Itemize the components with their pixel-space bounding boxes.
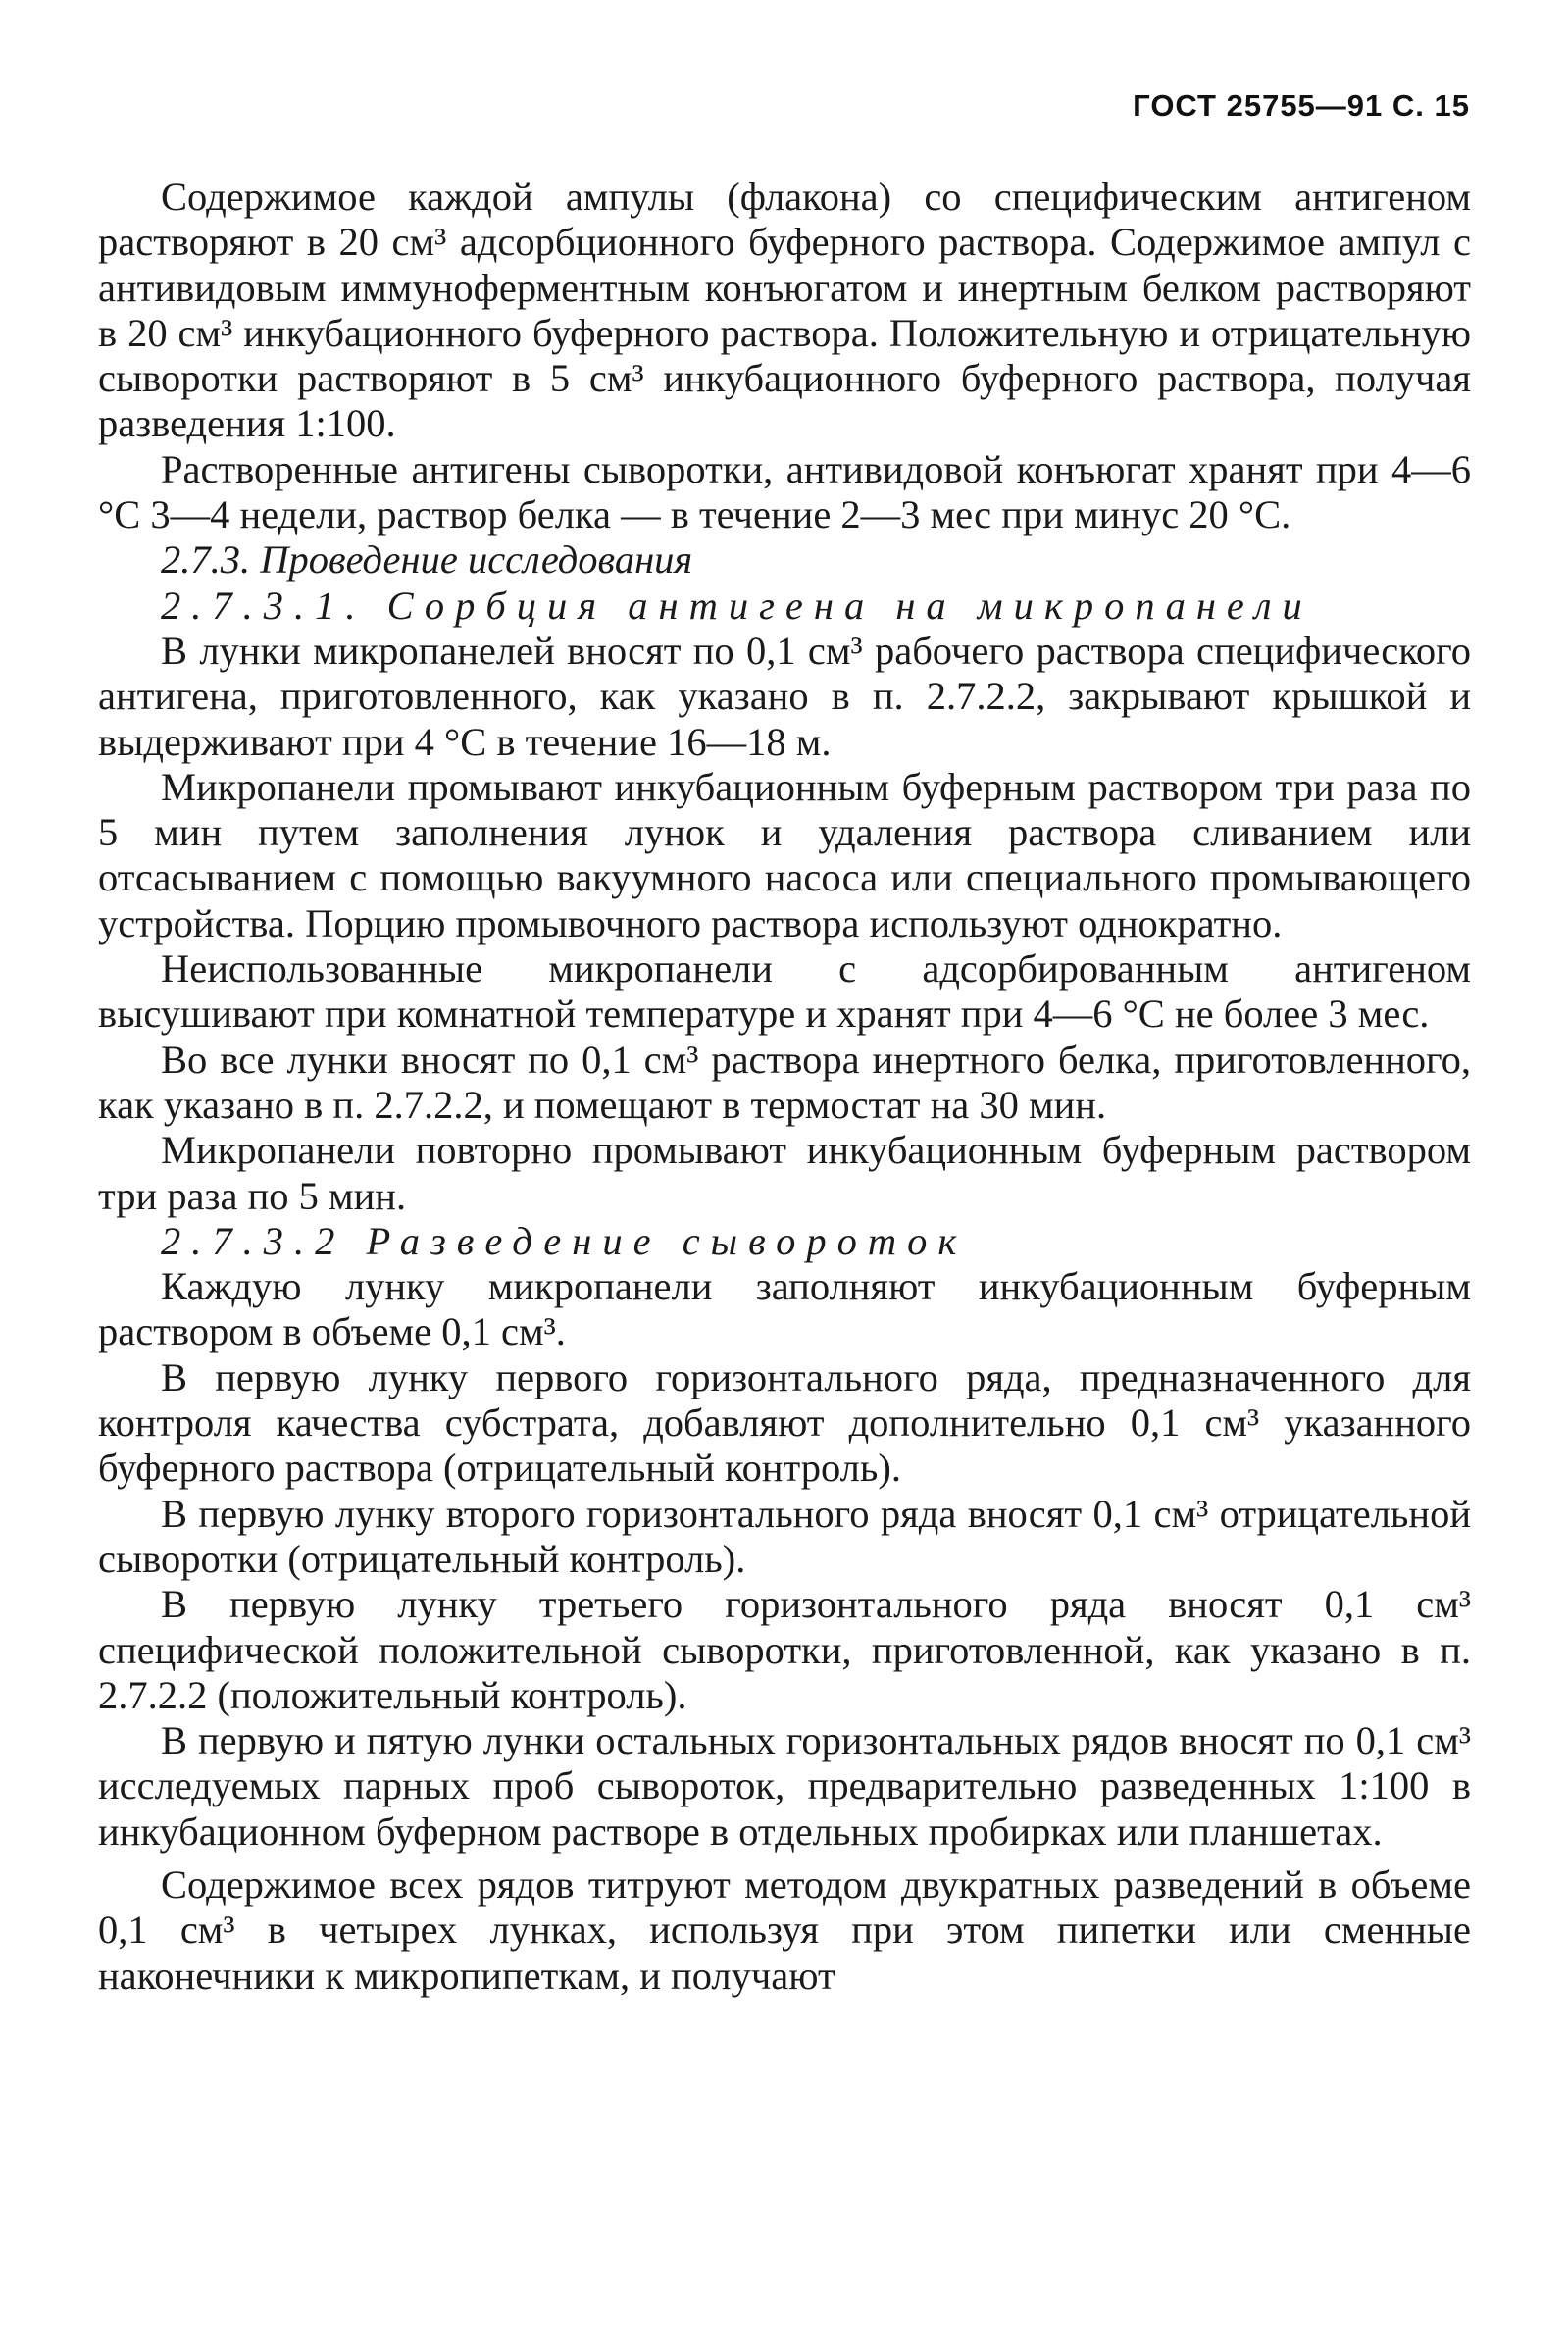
paragraph: Во все лунки вносят по 0,1 см³ раствора инертного белка, приготовленного, как указано в п. 2.7.2.2, и помещают в термостат на 30 мин. bbox=[98, 1037, 1471, 1127]
page-header: ГОСТ 25755—91 С. 15 bbox=[1133, 88, 1470, 123]
paragraph: Каждую лунку микропанели заполняют инкубационным буферным раствором в объеме 0,1 см³. bbox=[98, 1264, 1471, 1354]
paragraph: В первую лунку первого горизонтального ряда, предназначенного для контроля качества субстрата, добавляют дополнительно 0,1 см³ указанного буферного раствора (отрицательный контроль). bbox=[98, 1354, 1471, 1491]
paragraph: Содержимое всех рядов титруют методом двукратных разведений в объеме 0,1 см³ в четырех лунках, используя при этом пипетки или сменные наконечники к микропипеткам, и получают bbox=[98, 1861, 1471, 1998]
paragraph: В первую и пятую лунки остальных горизонтальных рядов вносят по 0,1 см³ исследуемых парных проб сывороток, предварительно разведенных 1:100 в инкубационном буферном растворе в отдельных пробирках или планшетах. bbox=[98, 1718, 1471, 1854]
paragraph: Микропанели повторно промывают инкубационным буферным раствором три раза по 5 мин. bbox=[98, 1128, 1471, 1218]
paragraph: Неиспользованные микропанели с адсорбированным антигеном высушивают при комнатной температуре и хранят при 4—6 °С не более 3 мес. bbox=[98, 946, 1471, 1037]
paragraph: В первую лунку второго горизонтального ряда вносят 0,1 см³ отрицательной сыворотки (отрицательный контроль). bbox=[98, 1491, 1471, 1581]
document-body bbox=[98, 175, 1471, 1999]
subsection-heading: 2.7.3.2 Разведение сывороток bbox=[161, 1218, 968, 1263]
paragraph: Растворенные антигены сыворотки, антивидовой конъюгат хранят при 4—6 °С 3—4 недели, раствор белка — в течение 2—3 мес при минус 20 °С. bbox=[98, 446, 1471, 537]
paragraph: Содержимое каждой ампулы (флакона) со специфическим антигеном растворяют в 20 см³ адсорбционного буферного раствора. Содержимое ампул с антивидовым иммуноферментным конъюгатом и инертным белком растворяют в 20 см³ инкубационного буферного раствора. Положительную и отрицательную сыворотки растворяют в 5 см³ инкубационного буферного раствора, получая разведения 1:100. bbox=[98, 175, 1471, 446]
paragraph: Микропанели промывают инкубационным буферным раствором три раза по 5 мин путем заполнения лунок и удаления раствора сливанием или отсасыванием с помощью вакуумного насоса или специального промывающего устройства. Порцию промывочного раствора используют однократно. bbox=[98, 764, 1471, 945]
section-heading: 2.7.3. Проведение исследования bbox=[161, 537, 693, 583]
paragraph: В первую лунку третьего горизонтального ряда вносят 0,1 см³ специфической положительной сыворотки, приготовленной, как указано в п. 2.7.2.2 (положительный контроль). bbox=[98, 1582, 1471, 1717]
subsection-heading: 2.7.3.1. Сорбция антигена на микропанели bbox=[161, 583, 1313, 628]
paragraph: В лунки микропанелей вносят по 0,1 см³ рабочего раствора специфического антигена, приготовленного, как указано в п. 2.7.2.2, закрывают крышкой и выдерживают при 4 °С в течение 16—18 м. bbox=[98, 628, 1471, 764]
